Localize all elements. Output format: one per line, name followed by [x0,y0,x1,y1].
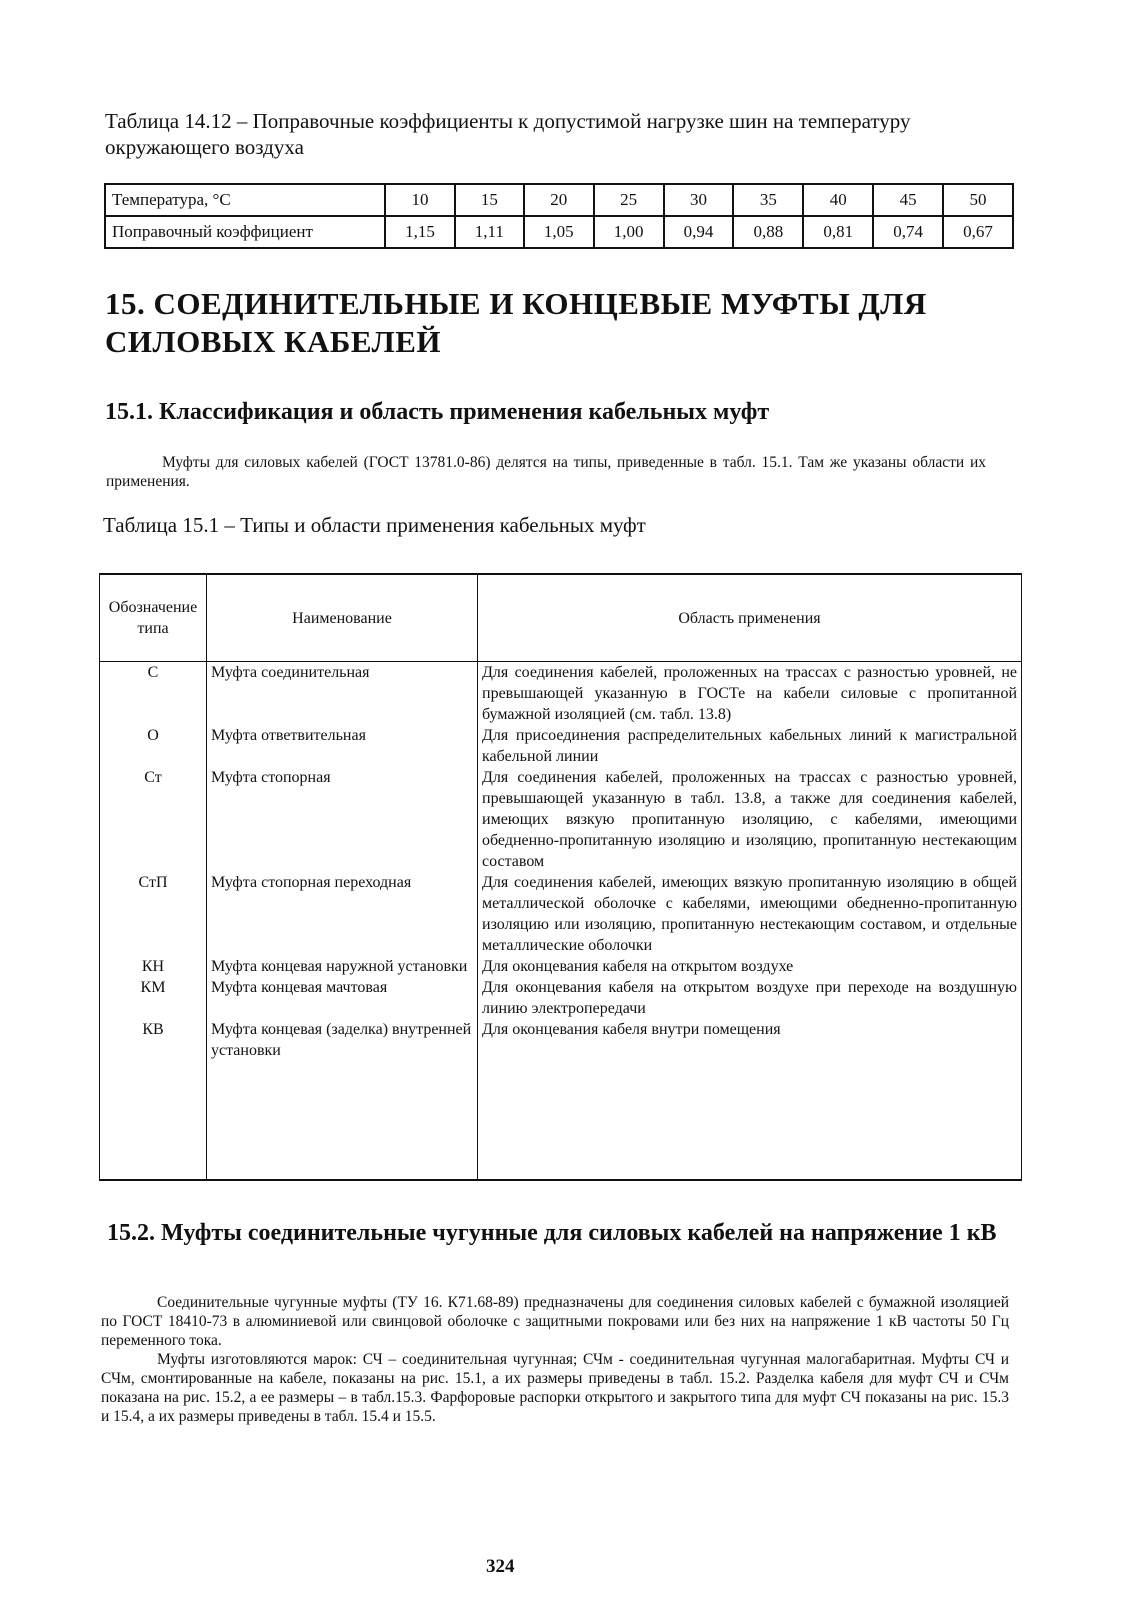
empty-cell [478,1061,1022,1180]
temperature-row [105,184,1013,216]
table-row [100,767,1022,872]
paragraph: Муфты для силовых кабелей (ГОСТ 13781.0-86) делятся на типы, приведенные в табл. 15.1. Там же указаны области их применения. [106,454,986,490]
header-name: Наименование [207,574,478,662]
table-row [100,662,1022,726]
temperature-row-label: Температура, °С [105,184,385,216]
table-filler-row [100,1061,1022,1180]
section-15-1-text [106,453,986,491]
header-application-area: Область применения [478,574,1022,662]
table-row [100,872,1022,956]
paragraph: Соединительные чугунные муфты (ТУ 16. К71.68-89) предназначены для соединения силовых кабелей с бумажной изоляцией по ГОСТ 18410-73 в алюминиевой или свинцовой оболочке с защитными покровами или без них на напряжение 1 кВ частоты 50 Гц переменного тока. [101,1294,1009,1349]
table-cell: 25 [594,184,664,216]
section-15-2-title: 15.2. Муфты соединительные чугунные для силовых кабелей на напряжение 1 кВ [107,1220,997,1246]
empty-cell [207,1061,478,1180]
coupling-name: Муфта концевая наружной установки [207,956,478,977]
chapter-title: 15. СОЕДИНИТЕЛЬНЫЕ И КОНЦЕВЫЕ МУФТЫ ДЛЯ СИЛОВЫХ КАБЕЛЕЙ [105,286,927,359]
table-row [100,977,1022,1019]
type-code: КМ [100,977,207,1019]
application-area: Для оконцевания кабеля внутри помещения [478,1019,1022,1061]
coupling-name: Муфта ответвительная [207,725,478,767]
table-cell: 0,67 [943,216,1013,248]
table-cell: 1,11 [455,216,524,248]
application-area: Для оконцевания кабеля на открытом воздухе [478,956,1022,977]
table-14-12 [104,183,1014,249]
table-cell: 1,00 [594,216,664,248]
table-cell: 30 [664,184,734,216]
coupling-name: Муфта концевая (заделка) внутренней установки [207,1019,478,1061]
paragraph: Муфты изготовляются марок: СЧ – соединительная чугунная; СЧм - соединительная чугунная малогабаритная. Муфты СЧ и СЧм, смонтированные на кабеле, показаны на рис. 15.1, а их размеры приведены в табл. 15.2. Разделка кабеля для муфт СЧ и СЧм показана на рис. 15.2, а ее размеры – в табл.15.3. Фарфоровые распорки открытого и закрытого типа для муфт СЧ показаны на рис. 15.3 и 15.4, а их размеры приведены в табл. 15.4 и 15.5. [101,1351,1009,1425]
table-cell: 20 [524,184,594,216]
application-area: Для соединения кабелей, проложенных на трассах с разностью уровней, превышающей указанную в табл. 13.8, а также для соединения кабелей, имеющих вязкую пропитанную изоляцию, с кабелями, имеющими обедненно-пропитанную изоляцию и изоляцию, пропитанную нестекающим составом [478,767,1022,872]
section-15-1-title: 15.1. Классификация и область применения кабельных муфт [105,399,770,425]
table-cell: 0,94 [664,216,734,248]
coefficient-row-label: Поправочный коэффициент [105,216,385,248]
table-15-1-caption: Таблица 15.1 – Типы и области применения кабельных муфт [103,513,646,537]
coupling-name: Муфта стопорная переходная [207,872,478,956]
application-area: Для соединения кабелей, проложенных на трассах с разностью уровней, не превышающей указанную в ГОСТе на кабели силовые с пропитанной бумажной изоляцией (см. табл. 13.8) [478,662,1022,726]
section-15-2-text [101,1293,1009,1426]
table-row [100,956,1022,977]
type-code: КН [100,956,207,977]
application-area: Для присоединения распределительных кабельных линий к магистральной кабельной линии [478,725,1022,767]
table-cell: 0,81 [803,216,873,248]
coupling-name: Муфта концевая мачтовая [207,977,478,1019]
type-code: О [100,725,207,767]
type-code: С [100,662,207,726]
header-type-code: Обозначение типа [100,574,207,662]
table-cell: 0,74 [873,216,943,248]
page-number: 324 [486,1556,515,1577]
coupling-name: Муфта соединительная [207,662,478,726]
empty-cell [100,1061,207,1180]
table-row [100,1019,1022,1061]
table-15-1 [99,573,1022,1181]
application-area: Для соединения кабелей, имеющих вязкую пропитанную изоляцию в общей металлической оболочке с кабелями, имеющими обедненно-пропитанную изоляцию или изоляцию, пропитанную нестекающим составом, и отдельные металлические оболочки [478,872,1022,956]
table-cell: 1,05 [524,216,594,248]
table-cell: 10 [385,184,455,216]
table-cell: 45 [873,184,943,216]
table-14-12-caption: Таблица 14.12 – Поправочные коэффициенты к допустимой нагрузке шин на температуру окружающего воздуха [105,109,911,159]
table-cell: 15 [455,184,524,216]
table-cell: 50 [943,184,1013,216]
type-code: СтП [100,872,207,956]
table-row [100,725,1022,767]
table-cell: 0,88 [733,216,803,248]
type-code: Ст [100,767,207,872]
table-header-row [100,574,1022,662]
type-code: КВ [100,1019,207,1061]
table-cell: 40 [803,184,873,216]
coefficient-row [105,216,1013,248]
table-cell: 35 [733,184,803,216]
table-cell: 1,15 [385,216,455,248]
coupling-name: Муфта стопорная [207,767,478,872]
application-area: Для оконцевания кабеля на открытом воздухе при переходе на воздушную линию электропередачи [478,977,1022,1019]
